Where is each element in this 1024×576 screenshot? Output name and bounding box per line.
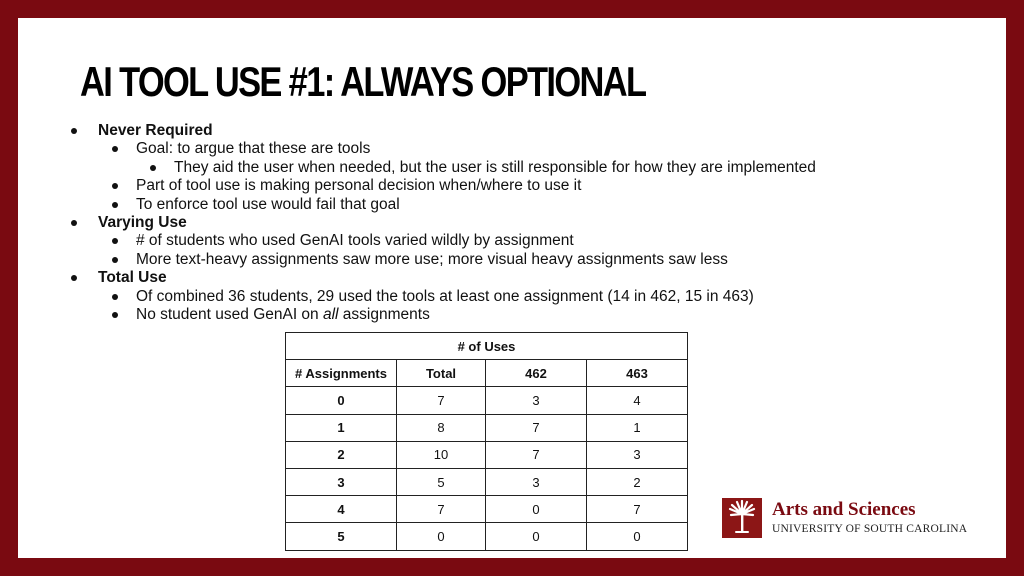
bullet-label: Never Required [98, 122, 213, 139]
table-cell: 8 [397, 414, 486, 441]
table-group-header: # of Uses [286, 333, 688, 360]
table-cell: 7 [486, 414, 587, 441]
bullet-label: To enforce tool use would fail that goal [136, 195, 400, 213]
slide-title: AI TOOL USE #1: ALWAYS OPTIONAL [80, 58, 646, 105]
table-header-cell: Total [397, 360, 486, 387]
bullet-dot-icon [112, 257, 118, 263]
table-row [286, 441, 688, 468]
table-cell: 1 [587, 414, 688, 441]
table-row [286, 523, 688, 550]
bullet-label: They aid the user when needed, but the user is still responsible for how they are implemented [174, 158, 816, 176]
uses-table [285, 332, 688, 551]
table-cell: 1 [286, 414, 397, 441]
table-cell: 4 [286, 496, 397, 523]
bullet-dot-icon [112, 238, 118, 244]
bullet-varying-use [56, 214, 976, 232]
palmetto-tree-icon [722, 498, 762, 538]
table-cell: 2 [286, 441, 397, 468]
table-cell: 5 [397, 468, 486, 495]
table-cell: 3 [486, 387, 587, 414]
logo-name: Arts and Sciences [772, 499, 916, 520]
bullet-dot-icon [112, 183, 118, 189]
table-cell: 7 [486, 441, 587, 468]
bullet-never-required [56, 122, 976, 140]
sub-bullet [56, 288, 976, 306]
bullet-label: Of combined 36 students, 29 used the tools at least one assignment (14 in 462, 15 in 463) [136, 287, 754, 305]
bullet-label-after: assignments [338, 306, 430, 324]
table-cell: 7 [397, 496, 486, 523]
bullet-dot-icon [71, 128, 77, 134]
bullet-dot-icon [112, 202, 118, 208]
bullet-dot-icon [150, 165, 156, 171]
table-cell: 3 [286, 468, 397, 495]
bullet-label-emphasis: all [322, 306, 339, 324]
table-header-row [286, 360, 688, 387]
sub-bullet [56, 251, 976, 269]
bullet-label: Part of tool use is making personal decision when/where to use it [136, 177, 582, 195]
bullet-dot-icon [112, 312, 118, 318]
table-cell: 10 [397, 441, 486, 468]
table-row [286, 468, 688, 495]
table-group-header-row [286, 333, 688, 360]
sub-bullet [56, 306, 976, 324]
sub-bullet [56, 196, 976, 214]
sub-bullet [56, 177, 976, 195]
table-header-cell: # Assignments [286, 360, 397, 387]
table-cell: 0 [587, 523, 688, 550]
bullet-label: # of students who used GenAI tools varied wildly by assignment [136, 232, 574, 250]
table-cell: 3 [486, 468, 587, 495]
table-cell: 0 [486, 523, 587, 550]
table-cell: 0 [486, 496, 587, 523]
bullet-label-before: No student used GenAI on [136, 306, 323, 324]
bullet-dot-icon [71, 275, 77, 281]
table-cell: 4 [587, 387, 688, 414]
table-cell: 0 [397, 523, 486, 550]
table-cell: 2 [587, 468, 688, 495]
table-cell: 5 [286, 523, 397, 550]
bullet-dot-icon [112, 294, 118, 300]
bullet-label: Goal: to argue that these are tools [136, 140, 371, 158]
table-cell: 3 [587, 441, 688, 468]
table-row [286, 496, 688, 523]
bullet-list [56, 122, 976, 324]
table-header-cell: 463 [587, 360, 688, 387]
table-cell: 0 [286, 387, 397, 414]
bullet-label: Total Use [98, 269, 167, 287]
table-cell: 7 [397, 387, 486, 414]
table-row [286, 387, 688, 414]
bullet-label: More text-heavy assignments saw more use; more visual heavy assignments saw less [136, 250, 728, 268]
table-row [286, 414, 688, 441]
logo-university: UNIVERSITY OF SOUTH CAROLINA [772, 523, 968, 535]
bullet-label: Varying Use [98, 214, 187, 232]
sub-sub-bullet [56, 159, 976, 177]
table-cell: 7 [587, 496, 688, 523]
bullet-dot-icon [112, 146, 118, 152]
college-logo [722, 498, 982, 540]
sub-bullet [56, 140, 976, 158]
sub-bullet [56, 232, 976, 250]
bullet-total-use [56, 269, 976, 287]
table-header-cell: 462 [486, 360, 587, 387]
bullet-dot-icon [71, 220, 77, 226]
slide [18, 18, 1006, 558]
